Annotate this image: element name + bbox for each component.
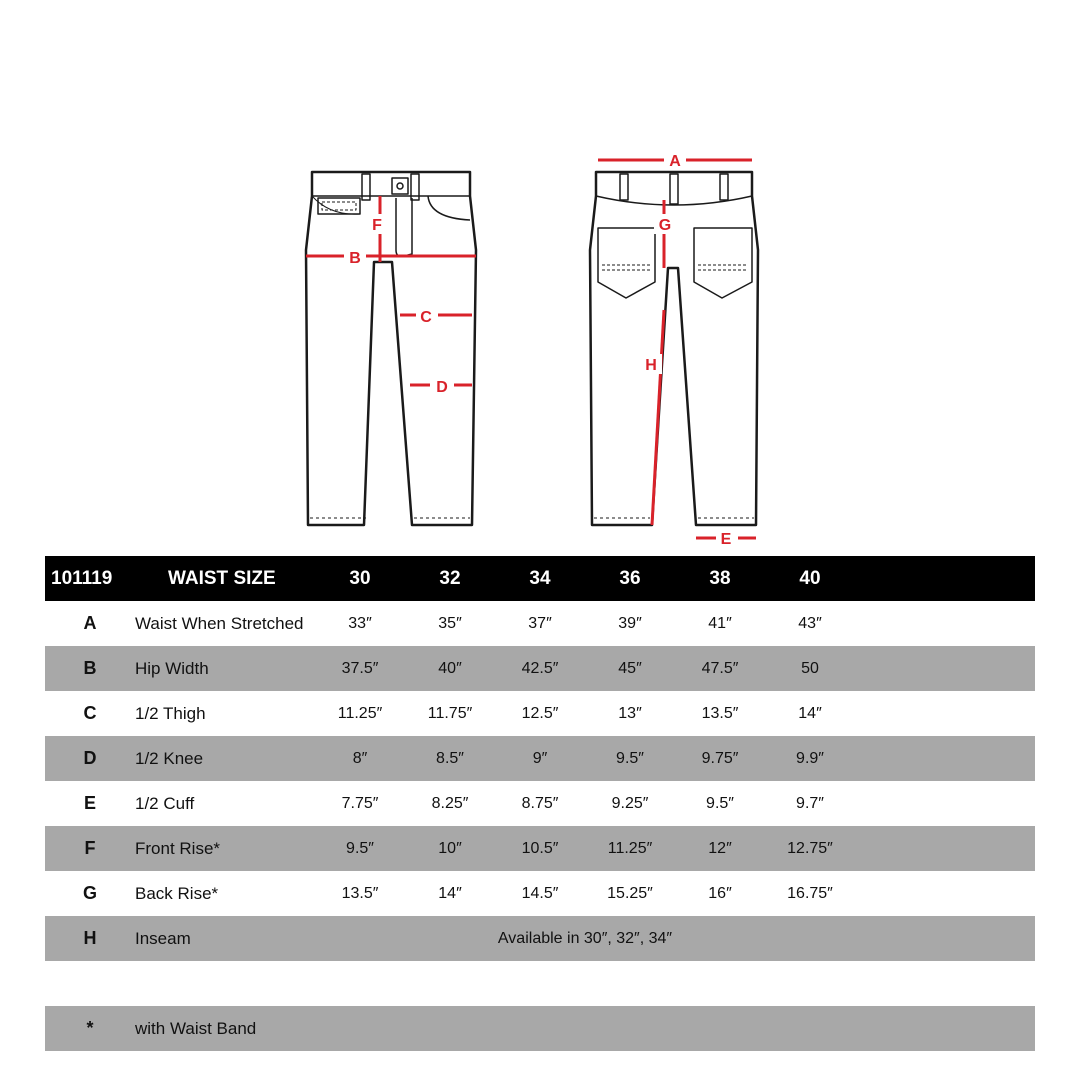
row-value: 11.25″ bbox=[607, 840, 653, 857]
style-code: 101119 bbox=[51, 568, 113, 589]
row-value: 39″ bbox=[618, 615, 642, 632]
waist-size-header: WAIST SIZE bbox=[168, 568, 276, 589]
size-header: 40 bbox=[799, 568, 821, 589]
row-value: 12.75″ bbox=[787, 840, 833, 857]
row-value: 14″ bbox=[798, 705, 822, 722]
inseam-row bbox=[45, 916, 1035, 961]
row-value: 8.75″ bbox=[521, 795, 559, 812]
row-value: 41″ bbox=[708, 615, 732, 632]
row-letter: H bbox=[83, 928, 97, 948]
row-value: 45″ bbox=[618, 660, 642, 677]
size-header: 36 bbox=[619, 568, 641, 589]
table-row bbox=[45, 691, 1035, 736]
table-row bbox=[45, 646, 1035, 691]
row-letter: E bbox=[83, 793, 96, 813]
row-value: 10.5″ bbox=[521, 840, 559, 857]
row-label: Waist When Stretched bbox=[135, 614, 304, 633]
label-h: H bbox=[645, 357, 657, 374]
row-value: 7.75″ bbox=[341, 795, 379, 812]
inseam-availability: Available in 30″, 32″, 34″ bbox=[497, 930, 673, 947]
row-letter: B bbox=[83, 658, 97, 678]
table-row bbox=[45, 736, 1035, 781]
row-value: 9″ bbox=[532, 750, 548, 767]
row-value: 37.5″ bbox=[341, 660, 379, 677]
row-value: 15.25″ bbox=[607, 885, 653, 902]
size-header: 34 bbox=[529, 568, 551, 589]
row-value: 40″ bbox=[438, 660, 462, 677]
row-value: 50 bbox=[801, 660, 819, 677]
row-value: 14.5″ bbox=[521, 885, 559, 902]
label-d: D bbox=[436, 379, 448, 396]
label-e: E bbox=[720, 531, 732, 548]
pants-front-view bbox=[306, 172, 476, 525]
row-value: 9.5″ bbox=[616, 750, 644, 767]
row-value: 9.9″ bbox=[796, 750, 824, 767]
table-row bbox=[45, 601, 1035, 646]
row-value: 12.5″ bbox=[521, 705, 559, 722]
row-value: 8.25″ bbox=[431, 795, 469, 812]
row-value: 11.75″ bbox=[427, 705, 473, 722]
row-value: 10″ bbox=[438, 840, 462, 857]
row-value: 33″ bbox=[348, 615, 372, 632]
footnote-symbol: * bbox=[86, 1018, 94, 1038]
row-value: 13.5″ bbox=[341, 885, 379, 902]
table-row bbox=[45, 826, 1035, 871]
row-value: 12″ bbox=[708, 840, 732, 857]
row-value: 9.7″ bbox=[796, 795, 824, 812]
row-letter: C bbox=[83, 703, 97, 723]
row-value: 16.75″ bbox=[787, 885, 833, 902]
row-value: 35″ bbox=[438, 615, 462, 632]
row-value: 9.5″ bbox=[706, 795, 734, 812]
footnote-text: with Waist Band bbox=[135, 1019, 257, 1038]
row-value: 47.5″ bbox=[701, 660, 739, 677]
spacer bbox=[45, 961, 1035, 1006]
row-label: Inseam bbox=[135, 929, 191, 948]
label-c: C bbox=[420, 309, 432, 326]
table-row bbox=[45, 781, 1035, 826]
size-chart-table bbox=[45, 556, 1035, 1051]
size-header: 38 bbox=[709, 568, 731, 589]
row-value: 14″ bbox=[438, 885, 462, 902]
row-label: Front Rise* bbox=[135, 839, 221, 858]
row-letter: A bbox=[83, 613, 97, 633]
row-label: 1/2 Knee bbox=[135, 749, 204, 768]
table-row bbox=[45, 871, 1035, 916]
row-value: 37″ bbox=[528, 615, 552, 632]
label-g: G bbox=[658, 217, 672, 234]
row-value: 43″ bbox=[798, 615, 822, 632]
row-value: 9.25″ bbox=[611, 795, 649, 812]
row-label: 1/2 Thigh bbox=[135, 704, 206, 723]
row-value: 9.5″ bbox=[346, 840, 374, 857]
row-value: 8″ bbox=[352, 750, 368, 767]
row-value: 9.75″ bbox=[701, 750, 739, 767]
row-value: 13.5″ bbox=[701, 705, 739, 722]
label-b: B bbox=[349, 250, 361, 267]
label-a: A bbox=[669, 153, 681, 170]
row-letter: F bbox=[84, 838, 96, 858]
row-label: 1/2 Cuff bbox=[135, 794, 195, 813]
row-value: 13″ bbox=[618, 705, 642, 722]
table-header-row bbox=[45, 556, 1035, 601]
row-value: 8.5″ bbox=[436, 750, 464, 767]
row-value: 42.5″ bbox=[521, 660, 559, 677]
size-header: 30 bbox=[349, 568, 371, 589]
size-header: 32 bbox=[439, 568, 461, 589]
footnote-row bbox=[45, 1006, 1035, 1051]
row-value: 11.25″ bbox=[337, 705, 383, 722]
row-label: Back Rise* bbox=[135, 884, 219, 903]
row-letter: D bbox=[83, 748, 97, 768]
label-f: F bbox=[372, 217, 382, 234]
row-label: Hip Width bbox=[135, 659, 209, 678]
row-value: 16″ bbox=[708, 885, 732, 902]
row-letter: G bbox=[82, 883, 97, 903]
